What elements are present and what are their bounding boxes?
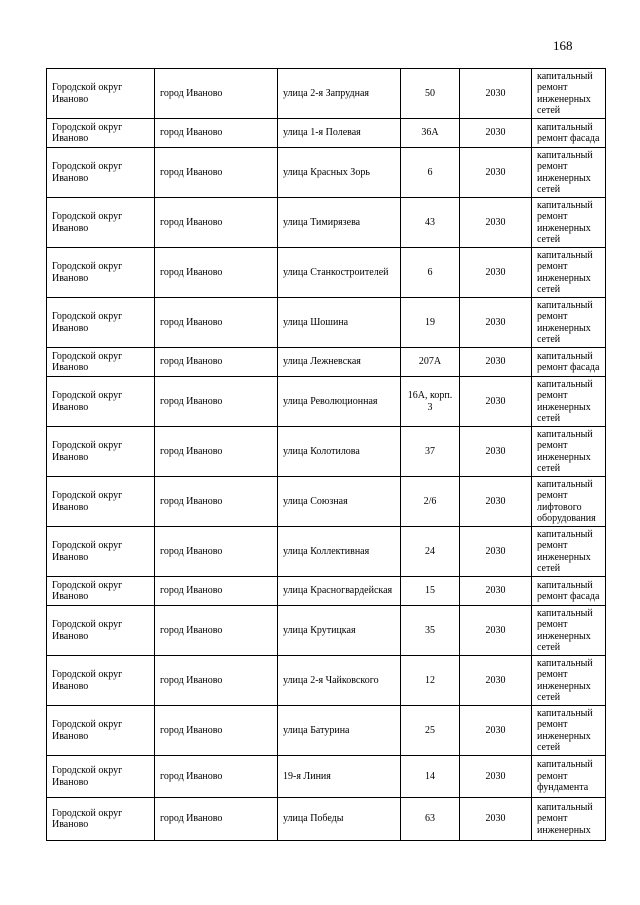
street-cell: улица Революционная — [278, 377, 401, 427]
municipal-district-cell: Городской округ Иваново — [47, 348, 155, 377]
repair-year-cell: 2030 — [460, 798, 532, 841]
repair-year-cell: 2030 — [460, 706, 532, 756]
city-cell: город Иваново — [155, 577, 278, 606]
house-number-cell: 63 — [401, 798, 460, 841]
street-cell: улица Станкостроителей — [278, 248, 401, 298]
house-number-cell: 2/6 — [401, 477, 460, 527]
repair-year-cell: 2030 — [460, 427, 532, 477]
municipal-district-cell: Городской округ Иваново — [47, 298, 155, 348]
municipal-district-cell: Городской округ Иваново — [47, 69, 155, 119]
house-number-cell: 15 — [401, 577, 460, 606]
work-type-cell: капитальный ремонт инженерных сетей — [532, 606, 606, 656]
municipal-district-cell: Городской округ Иваново — [47, 606, 155, 656]
work-type-cell: капитальный ремонт инженерных сетей — [532, 427, 606, 477]
repair-year-cell: 2030 — [460, 198, 532, 248]
house-number-cell: 6 — [401, 248, 460, 298]
municipal-district-cell: Городской округ Иваново — [47, 798, 155, 841]
street-cell: 19-я Линия — [278, 756, 401, 798]
municipal-district-cell: Городской округ Иваново — [47, 706, 155, 756]
house-number-cell: 35 — [401, 606, 460, 656]
table-row — [47, 477, 606, 527]
work-type-cell: капитальный ремонт инженерных сетей — [532, 706, 606, 756]
repair-year-cell: 2030 — [460, 148, 532, 198]
municipal-district-cell: Городской округ Иваново — [47, 119, 155, 148]
city-cell: город Иваново — [155, 427, 278, 477]
municipal-district-cell: Городской округ Иваново — [47, 377, 155, 427]
city-cell: город Иваново — [155, 377, 278, 427]
work-type-cell: капитальный ремонт инженерных сетей — [532, 69, 606, 119]
street-cell: улица Шошина — [278, 298, 401, 348]
house-number-cell: 14 — [401, 756, 460, 798]
table-row — [47, 377, 606, 427]
work-type-cell: капитальный ремонт фасада — [532, 577, 606, 606]
street-cell: улица 2-я Запрудная — [278, 69, 401, 119]
repair-year-cell: 2030 — [460, 477, 532, 527]
street-cell: улица Батурина — [278, 706, 401, 756]
work-type-cell: капитальный ремонт инженерных — [532, 798, 606, 841]
municipal-district-cell: Городской округ Иваново — [47, 656, 155, 706]
repair-year-cell: 2030 — [460, 248, 532, 298]
street-cell: улица Союзная — [278, 477, 401, 527]
street-cell: улица Красногвардейская — [278, 577, 401, 606]
street-cell: улица Красных Зорь — [278, 148, 401, 198]
work-type-cell: капитальный ремонт лифтового оборудования — [532, 477, 606, 527]
table-row — [47, 248, 606, 298]
repair-year-cell: 2030 — [460, 756, 532, 798]
table-row — [47, 798, 606, 841]
table-row — [47, 606, 606, 656]
city-cell: город Иваново — [155, 248, 278, 298]
house-number-cell: 43 — [401, 198, 460, 248]
street-cell: улица Крутицкая — [278, 606, 401, 656]
street-cell: улица Коллективная — [278, 527, 401, 577]
city-cell: город Иваново — [155, 706, 278, 756]
street-cell: улица Лежневская — [278, 348, 401, 377]
repair-year-cell: 2030 — [460, 348, 532, 377]
table-body — [47, 69, 606, 841]
municipal-district-cell: Городской округ Иваново — [47, 756, 155, 798]
city-cell: город Иваново — [155, 606, 278, 656]
municipal-district-cell: Городской округ Иваново — [47, 527, 155, 577]
work-type-cell: капитальный ремонт фундамента — [532, 756, 606, 798]
repair-year-cell: 2030 — [460, 377, 532, 427]
work-type-cell: капитальный ремонт инженерных сетей — [532, 198, 606, 248]
table-row — [47, 656, 606, 706]
house-number-cell: 16А, корп. 3 — [401, 377, 460, 427]
work-type-cell: капитальный ремонт инженерных сетей — [532, 248, 606, 298]
work-type-cell: капитальный ремонт инженерных сетей — [532, 377, 606, 427]
table-row — [47, 427, 606, 477]
table-row — [47, 119, 606, 148]
table-row — [47, 198, 606, 248]
repair-year-cell: 2030 — [460, 606, 532, 656]
municipal-district-cell: Городской округ Иваново — [47, 427, 155, 477]
work-type-cell: капитальный ремонт инженерных сетей — [532, 148, 606, 198]
work-type-cell: капитальный ремонт инженерных сетей — [532, 527, 606, 577]
table-row — [47, 69, 606, 119]
repair-year-cell: 2030 — [460, 656, 532, 706]
municipal-district-cell: Городской округ Иваново — [47, 477, 155, 527]
city-cell: город Иваново — [155, 298, 278, 348]
repair-year-cell: 2030 — [460, 298, 532, 348]
municipal-district-cell: Городской округ Иваново — [47, 577, 155, 606]
municipal-district-cell: Городской округ Иваново — [47, 248, 155, 298]
municipal-district-cell: Городской округ Иваново — [47, 198, 155, 248]
repair-year-cell: 2030 — [460, 69, 532, 119]
repair-year-cell: 2030 — [460, 577, 532, 606]
street-cell: улица Победы — [278, 798, 401, 841]
repair-year-cell: 2030 — [460, 527, 532, 577]
city-cell: город Иваново — [155, 348, 278, 377]
table-row — [47, 348, 606, 377]
house-number-cell: 25 — [401, 706, 460, 756]
city-cell: город Иваново — [155, 756, 278, 798]
street-cell: улица 2-я Чайковского — [278, 656, 401, 706]
table-row — [47, 706, 606, 756]
house-number-cell: 36А — [401, 119, 460, 148]
house-number-cell: 6 — [401, 148, 460, 198]
house-number-cell: 50 — [401, 69, 460, 119]
city-cell: город Иваново — [155, 656, 278, 706]
city-cell: город Иваново — [155, 527, 278, 577]
table-row — [47, 298, 606, 348]
house-number-cell: 37 — [401, 427, 460, 477]
work-type-cell: капитальный ремонт инженерных сетей — [532, 656, 606, 706]
work-type-cell: капитальный ремонт инженерных сетей — [532, 298, 606, 348]
repair-year-cell: 2030 — [460, 119, 532, 148]
street-cell: улица 1-я Полевая — [278, 119, 401, 148]
table-row — [47, 756, 606, 798]
city-cell: город Иваново — [155, 798, 278, 841]
city-cell: город Иваново — [155, 119, 278, 148]
city-cell: город Иваново — [155, 148, 278, 198]
city-cell: город Иваново — [155, 477, 278, 527]
house-number-cell: 24 — [401, 527, 460, 577]
house-number-cell: 12 — [401, 656, 460, 706]
table-row — [47, 527, 606, 577]
table-row — [47, 577, 606, 606]
city-cell: город Иваново — [155, 198, 278, 248]
housing-repair-table — [46, 68, 606, 841]
city-cell: город Иваново — [155, 69, 278, 119]
street-cell: улица Тимирязева — [278, 198, 401, 248]
municipal-district-cell: Городской округ Иваново — [47, 148, 155, 198]
street-cell: улица Колотилова — [278, 427, 401, 477]
house-number-cell: 19 — [401, 298, 460, 348]
table-row — [47, 148, 606, 198]
work-type-cell: капитальный ремонт фасада — [532, 119, 606, 148]
page-number: 168 — [553, 38, 573, 53]
work-type-cell: капитальный ремонт фасада — [532, 348, 606, 377]
house-number-cell: 207А — [401, 348, 460, 377]
